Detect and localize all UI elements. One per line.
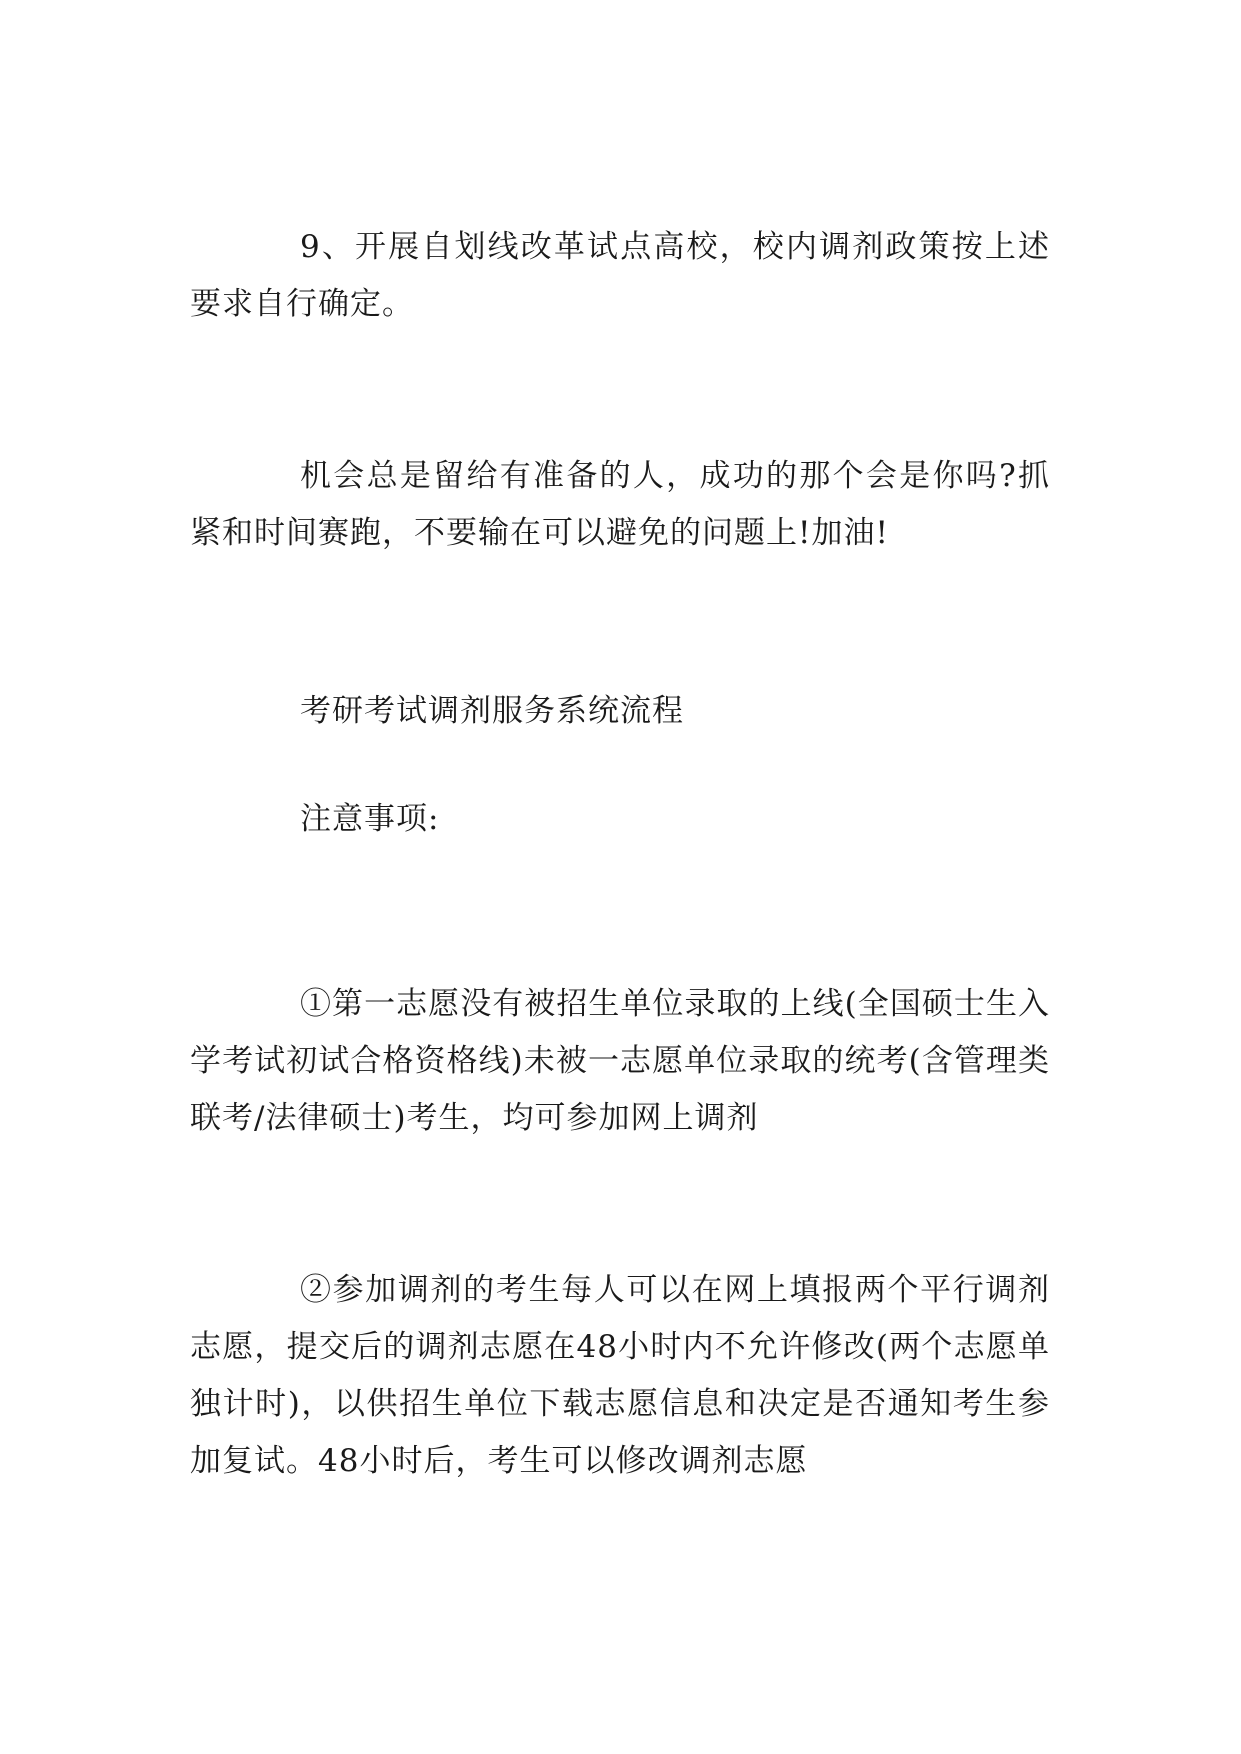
- notes-heading: 注意事项:: [300, 801, 440, 837]
- paragraph-self-set-line-policy: 9、开展自划线改革试点高校，校内调剂政策按上述要求自行确定。: [190, 229, 1050, 322]
- section-heading-adjustment-process: 考研考试调剂服务系统流程: [300, 693, 684, 729]
- note-item-1: ①第一志愿没有被招生单位录取的上线(全国硕士生入学考试初试合格资格线)未被一志愿单位录取的统考(含管理类联考/法律硕士)考生，均可参加网上调剂: [190, 986, 1050, 1136]
- paragraph-encouragement: 机会总是留给有准备的人，成功的那个会是你吗?抓紧和时间赛跑，不要输在可以避免的问题上!加油!: [190, 458, 1050, 551]
- note-item-2: ②参加调剂的考生每人可以在网上填报两个平行调剂志愿，提交后的调剂志愿在48小时内不允许修改(两个志愿单独计时)，以供招生单位下载志愿信息和决定是否通知考生参加复试。48小时后，考生可以修改调剂志愿: [190, 1272, 1050, 1479]
